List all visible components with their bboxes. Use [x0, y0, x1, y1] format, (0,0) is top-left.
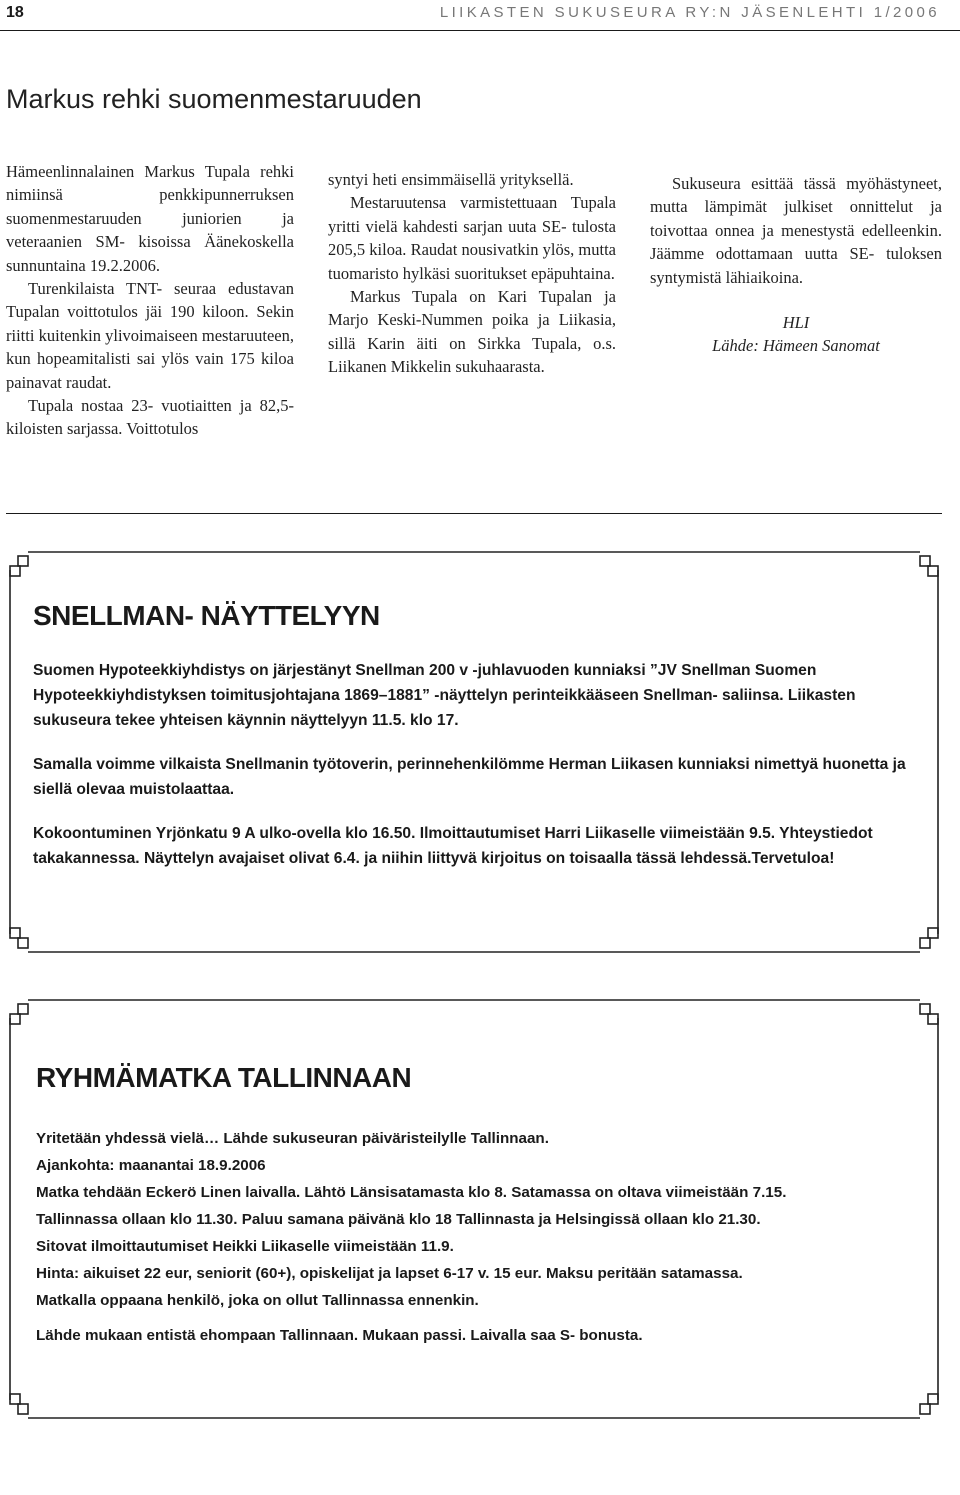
header-rule [0, 30, 960, 31]
article-column-3 [650, 172, 942, 358]
paragraph: Turenkilaista TNT- seuraa edustavan Tupalan voittotulos jäi 190 kiloon. Sekin riitti kuitenkin ylivoimaiseen mestaruuteen, kun hopeamitalisti sai ylös vain 175 kiloa painavat raudat. [6, 279, 294, 392]
section-divider [6, 513, 942, 514]
running-head: LIIKASTEN SUKUSEURA RY:N JÄSENLEHTI 1/2006 [439, 4, 940, 21]
box-title: SNELLMAN- NÄYTTELYYN [33, 600, 380, 631]
text-line: Sitovat ilmoittautumiset Heikki Liikaselle viimeistään 11.9. [36, 1238, 454, 1255]
page-header [0, 0, 960, 26]
paragraph: Samalla voimme vilkaista Snellmanin työtoverin, perinnehenkilömme Herman Liikasen kunniaksi nimettyä huonetta ja siellä olevaa muistolaattaa. [33, 756, 906, 798]
paragraph: Suomen Hypoteekkiyhdistys on järjestänyt Snellman 200 v -juhlavuoden kunniaksi ”JV Snellman Suomen Hypoteekkiyhdistyksen toimitusjohtajana 1869–1881” -näyttelyn perinteikkääseen Snellman- saliinsa. Liikasten sukuseura tekee yhteisen käynnin näyttelyyn 11.5. klo 17. [33, 662, 856, 729]
box-body [36, 1130, 922, 1354]
paragraph: Kokoontuminen Yrjönkatu 9 A ulko-ovella klo 16.50. Ilmoittautumiset Harri Liikaselle viimeistään 9.5. Yhteystiedot takakannessa. Näyttelyn avajaiset olivat 6.4. ja niihin liittyvä kirjoitus on toisaalla tässä lehdessä.Tervetuloa! [33, 825, 873, 867]
tallinn-trip-box [6, 996, 942, 1422]
paragraph: Sukuseura esittää tässä myöhästyneet, mutta lämpimät julkiset onnittelut ja toivottaa onnea ja menestystä edelleenkin. Jäämme odottamaan uutta SE- tuloksen syntymistä lähiaikoina. [650, 174, 942, 287]
article-source: Lähde: Hämeen Sanomat [712, 336, 880, 356]
text-line: Matka tehdään Eckerö Linen laivalla. Lähtö Länsisatamasta klo 8. Satamassa on oltava viimeistään 7.15. [36, 1184, 787, 1201]
box-title: RYHMÄMATKA TALLINNAAN [36, 1062, 412, 1093]
text-line: Yritetään yhdessä vielä… Lähde sukuseuran päiväristeilylle Tallinnaan. [36, 1130, 549, 1147]
article-column-1 [6, 160, 294, 441]
text-line: Lähde mukaan entistä ehompaan Tallinnaan. Mukaan passi. Laivalla saa S- bonusta. [36, 1327, 643, 1344]
author-signature: HLI [782, 313, 810, 333]
text-line: Matkalla oppaana henkilö, joka on ollut Tallinnassa ennenkin. [36, 1292, 479, 1309]
text-line: Tallinnassa ollaan klo 11.30. Paluu samana päivänä klo 18 Tallinnasta ja Helsingissä ollaan klo 21.30. [36, 1211, 761, 1228]
paragraph: Hämeenlinnalainen Markus Tupala rehki nimiinsä penkkipunnerruksen suomenmestaruuden juniorien ja veteraanien SM- kisoissa Äänekoskella sunnuntaina 19.2.2006. [6, 162, 294, 275]
paragraph: syntyi heti ensimmäisellä yrityksellä. [328, 170, 574, 189]
box-body [33, 658, 919, 890]
text-line: Ajankohta: maanantai 18.9.2006 [36, 1157, 266, 1174]
article-title: Markus rehki suomenmestaruuden [6, 84, 422, 114]
text-line: Hinta: aikuiset 22 eur, seniorit (60+), opiskelijat ja lapset 6-17 v. 15 eur. Maksu peritään satamassa. [36, 1265, 743, 1282]
snellman-announcement-box [6, 548, 942, 956]
paragraph: Tupala nostaa 23- vuotiaitten ja 82,5- kiloisten sarjassa. Voittotulos [6, 396, 294, 439]
paragraph: Markus Tupala on Kari Tupalan ja Marjo Keski-Nummen poika ja Liikasia, sillä Karin äiti on Sirkka Tupala, o.s. Liikanen Mikkelin sukuhaarasta. [328, 287, 616, 377]
article-column-2 [328, 168, 616, 379]
paragraph: Mestaruutensa varmistettuaan Tupala yritti vielä kahdesti sarjan uuta SE- tulosta 205,5 kiloa. Raudat nousivatkin ylös, mutta tuomaristo hylkäsi suoritukset epäpuhtaina. [328, 193, 616, 283]
page-number: 18 [6, 4, 24, 21]
